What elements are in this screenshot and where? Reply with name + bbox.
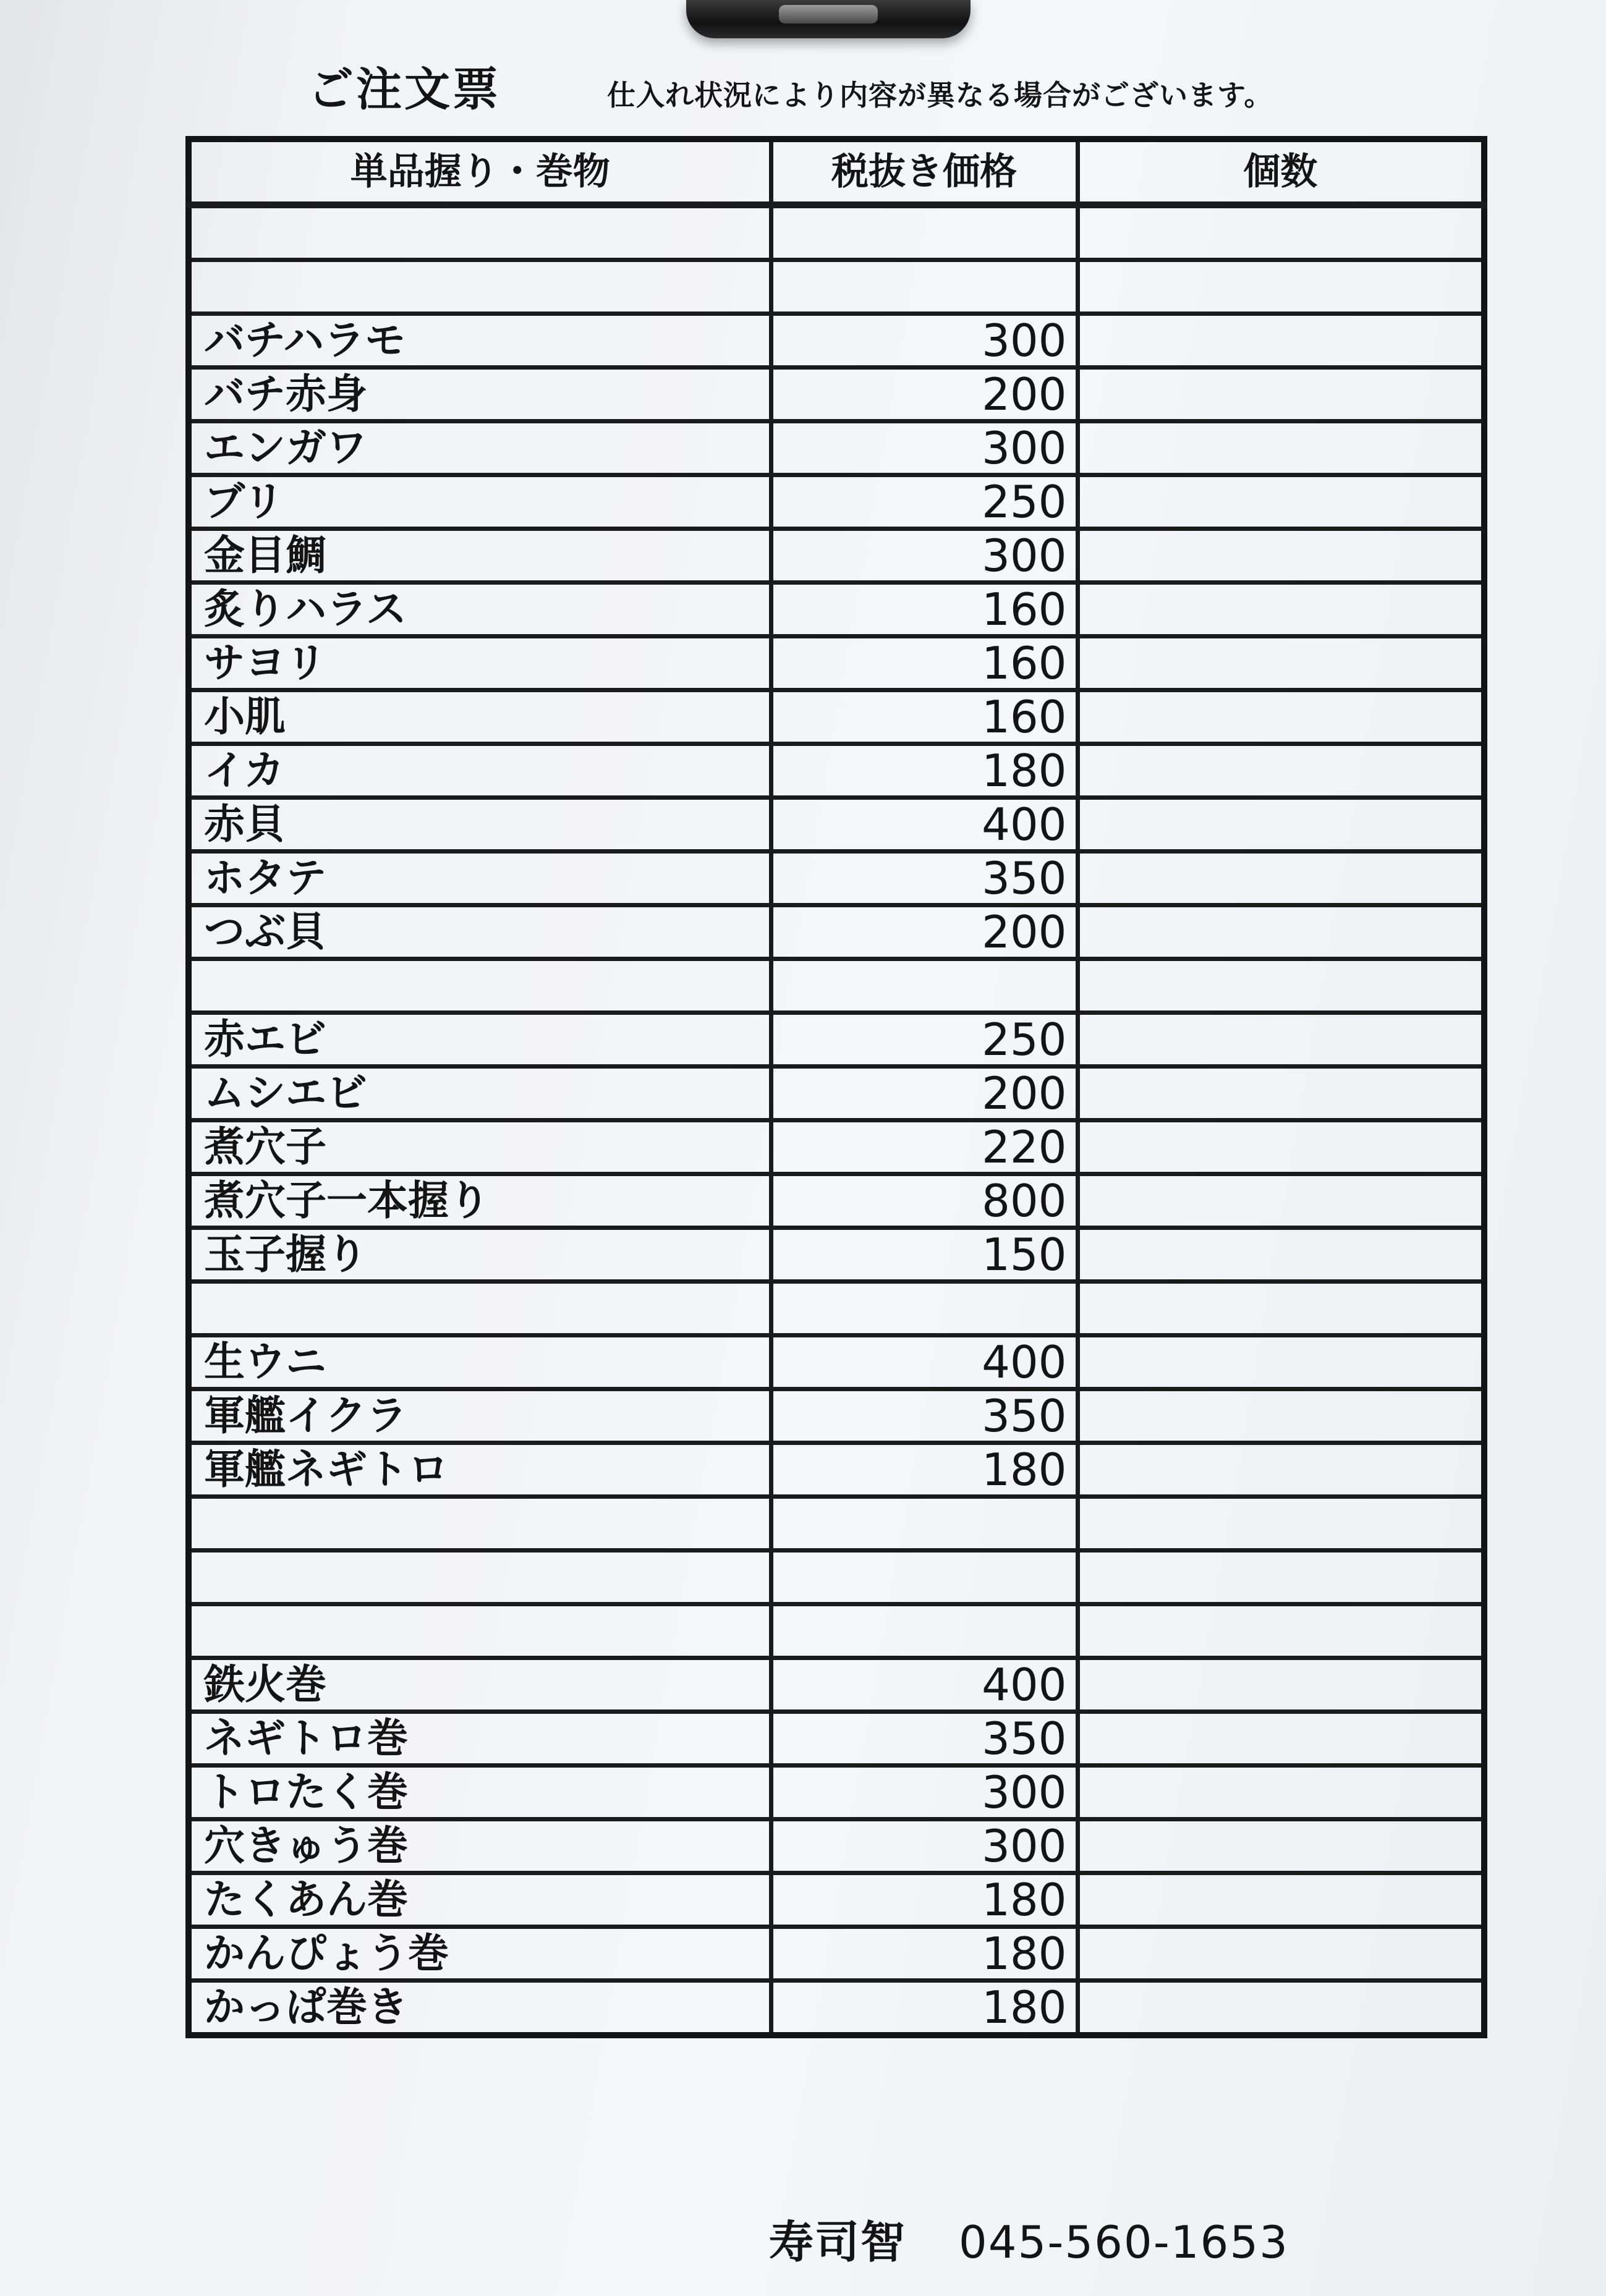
table-row bbox=[189, 852, 1484, 905]
item-quantity-cell[interactable] bbox=[1077, 744, 1484, 798]
item-quantity-cell[interactable] bbox=[1077, 1067, 1484, 1120]
table-row bbox=[189, 475, 1484, 529]
item-name-cell: 玉子握り bbox=[189, 1228, 771, 1282]
item-name-cell bbox=[189, 1282, 771, 1336]
item-quantity-cell[interactable] bbox=[1077, 1174, 1484, 1228]
item-price-cell: 800 bbox=[771, 1174, 1077, 1228]
table-row bbox=[189, 1604, 1484, 1658]
item-quantity-cell[interactable] bbox=[1077, 1497, 1484, 1551]
item-quantity-cell[interactable] bbox=[1077, 1551, 1484, 1604]
table-row bbox=[189, 744, 1484, 798]
item-name-cell: バチ赤身 bbox=[189, 368, 771, 421]
table-row bbox=[189, 421, 1484, 475]
item-name-cell bbox=[189, 260, 771, 314]
item-price-cell: 300 bbox=[771, 421, 1077, 475]
item-price-cell: 300 bbox=[771, 529, 1077, 583]
table-row bbox=[189, 637, 1484, 690]
item-price-cell: 400 bbox=[771, 798, 1077, 852]
item-price-cell: 160 bbox=[771, 637, 1077, 690]
item-price-cell: 400 bbox=[771, 1336, 1077, 1389]
table-row bbox=[189, 690, 1484, 744]
item-name-cell: バチハラモ bbox=[189, 314, 771, 368]
item-quantity-cell[interactable] bbox=[1077, 1981, 1484, 2036]
item-name-cell: ネギトロ巻 bbox=[189, 1712, 771, 1766]
clipboard-clip-shine bbox=[779, 5, 878, 23]
order-table-body bbox=[189, 205, 1484, 2036]
shop-phone: 045-560-1653 bbox=[958, 2216, 1289, 2268]
item-name-cell: つぶ貝 bbox=[189, 905, 771, 959]
table-row bbox=[189, 1282, 1484, 1336]
item-quantity-cell[interactable] bbox=[1077, 1228, 1484, 1282]
item-price-cell: 300 bbox=[771, 1819, 1077, 1873]
column-header-item: 単品握り・巻物 bbox=[189, 139, 771, 205]
table-row bbox=[189, 205, 1484, 260]
item-name-cell: イカ bbox=[189, 744, 771, 798]
item-name-cell: かっぱ巻き bbox=[189, 1981, 771, 2036]
item-quantity-cell[interactable] bbox=[1077, 1766, 1484, 1819]
item-price-cell: 160 bbox=[771, 583, 1077, 637]
item-name-cell bbox=[189, 1551, 771, 1604]
item-price-cell: 300 bbox=[771, 314, 1077, 368]
item-price-cell: 220 bbox=[771, 1120, 1077, 1174]
table-row bbox=[189, 905, 1484, 959]
column-header-price: 税抜き価格 bbox=[771, 139, 1077, 205]
item-price-cell: 350 bbox=[771, 852, 1077, 905]
item-quantity-cell[interactable] bbox=[1077, 1819, 1484, 1873]
item-price-cell bbox=[771, 260, 1077, 314]
item-price-cell bbox=[771, 1282, 1077, 1336]
supply-notice: 仕入れ状況により内容が異なる場合がございます。 bbox=[607, 78, 1273, 112]
table-row bbox=[189, 1927, 1484, 1981]
item-name-cell: 赤貝 bbox=[189, 798, 771, 852]
item-quantity-cell[interactable] bbox=[1077, 260, 1484, 314]
item-quantity-cell[interactable] bbox=[1077, 1120, 1484, 1174]
item-price-cell: 180 bbox=[771, 744, 1077, 798]
item-name-cell bbox=[189, 1497, 771, 1551]
item-quantity-cell[interactable] bbox=[1077, 1604, 1484, 1658]
table-row bbox=[189, 260, 1484, 314]
table-row bbox=[189, 1819, 1484, 1873]
item-price-cell: 350 bbox=[771, 1389, 1077, 1443]
item-price-cell bbox=[771, 1551, 1077, 1604]
item-price-cell: 250 bbox=[771, 1013, 1077, 1067]
table-row bbox=[189, 314, 1484, 368]
item-quantity-cell[interactable] bbox=[1077, 959, 1484, 1013]
item-price-cell bbox=[771, 1497, 1077, 1551]
item-quantity-cell[interactable] bbox=[1077, 368, 1484, 421]
item-name-cell: たくあん巻 bbox=[189, 1873, 771, 1927]
item-price-cell bbox=[771, 1604, 1077, 1658]
item-quantity-cell[interactable] bbox=[1077, 583, 1484, 637]
shop-name: 寿司智 bbox=[769, 2216, 907, 2268]
item-quantity-cell[interactable] bbox=[1077, 475, 1484, 529]
item-price-cell: 400 bbox=[771, 1658, 1077, 1712]
table-row bbox=[189, 1551, 1484, 1604]
column-header-quantity: 個数 bbox=[1077, 139, 1484, 205]
table-row bbox=[189, 1067, 1484, 1120]
item-name-cell: ブリ bbox=[189, 475, 771, 529]
item-price-cell bbox=[771, 205, 1077, 260]
item-quantity-cell[interactable] bbox=[1077, 1658, 1484, 1712]
item-name-cell: 軍艦ネギトロ bbox=[189, 1443, 771, 1497]
item-price-cell: 150 bbox=[771, 1228, 1077, 1282]
item-name-cell: サヨリ bbox=[189, 637, 771, 690]
table-row bbox=[189, 1443, 1484, 1497]
item-price-cell: 200 bbox=[771, 368, 1077, 421]
item-name-cell: 鉄火巻 bbox=[189, 1658, 771, 1712]
item-quantity-cell[interactable] bbox=[1077, 1389, 1484, 1443]
item-quantity-cell[interactable] bbox=[1077, 1013, 1484, 1067]
table-row bbox=[189, 1497, 1484, 1551]
item-name-cell: 煮穴子一本握り bbox=[189, 1174, 771, 1228]
item-price-cell: 180 bbox=[771, 1443, 1077, 1497]
item-price-cell: 180 bbox=[771, 1981, 1077, 2036]
table-row bbox=[189, 1712, 1484, 1766]
table-row bbox=[189, 1120, 1484, 1174]
item-price-cell: 200 bbox=[771, 1067, 1077, 1120]
item-quantity-cell[interactable] bbox=[1077, 637, 1484, 690]
item-name-cell: かんぴょう巻 bbox=[189, 1927, 771, 1981]
table-row bbox=[189, 529, 1484, 583]
item-price-cell: 160 bbox=[771, 690, 1077, 744]
table-row bbox=[189, 959, 1484, 1013]
table-header-row bbox=[189, 139, 1484, 205]
page-title: ご注文票 bbox=[308, 63, 501, 116]
item-quantity-cell[interactable] bbox=[1077, 1282, 1484, 1336]
shop-footer bbox=[769, 2206, 1289, 2271]
item-quantity-cell[interactable] bbox=[1077, 1336, 1484, 1389]
table-row bbox=[189, 1228, 1484, 1282]
item-name-cell: 生ウニ bbox=[189, 1336, 771, 1389]
item-quantity-cell[interactable] bbox=[1077, 905, 1484, 959]
table-row bbox=[189, 1873, 1484, 1927]
item-price-cell: 180 bbox=[771, 1873, 1077, 1927]
table-row bbox=[189, 1981, 1484, 2036]
table-row bbox=[189, 368, 1484, 421]
table-row bbox=[189, 1658, 1484, 1712]
table-row bbox=[189, 798, 1484, 852]
item-price-cell: 350 bbox=[771, 1712, 1077, 1766]
item-quantity-cell[interactable] bbox=[1077, 314, 1484, 368]
item-quantity-cell[interactable] bbox=[1077, 1873, 1484, 1927]
item-quantity-cell[interactable] bbox=[1077, 1443, 1484, 1497]
clipboard-clip bbox=[686, 0, 971, 38]
item-quantity-cell[interactable] bbox=[1077, 798, 1484, 852]
item-name-cell bbox=[189, 205, 771, 260]
item-price-cell: 180 bbox=[771, 1927, 1077, 1981]
item-name-cell: 小肌 bbox=[189, 690, 771, 744]
item-name-cell: 赤エビ bbox=[189, 1013, 771, 1067]
item-name-cell: 穴きゅう巻 bbox=[189, 1819, 771, 1873]
item-name-cell: エンガワ bbox=[189, 421, 771, 475]
table-row bbox=[189, 1389, 1484, 1443]
item-name-cell bbox=[189, 1604, 771, 1658]
table-row bbox=[189, 583, 1484, 637]
item-name-cell: 煮穴子 bbox=[189, 1120, 771, 1174]
item-quantity-cell[interactable] bbox=[1077, 1927, 1484, 1981]
table-row bbox=[189, 1766, 1484, 1819]
item-name-cell: ムシエビ bbox=[189, 1067, 771, 1120]
item-quantity-cell[interactable] bbox=[1077, 1712, 1484, 1766]
item-name-cell: ホタテ bbox=[189, 852, 771, 905]
item-price-cell: 250 bbox=[771, 475, 1077, 529]
item-name-cell: 軍艦イクラ bbox=[189, 1389, 771, 1443]
table-row bbox=[189, 1174, 1484, 1228]
item-quantity-cell[interactable] bbox=[1077, 421, 1484, 475]
item-name-cell bbox=[189, 959, 771, 1013]
item-quantity-cell[interactable] bbox=[1077, 205, 1484, 260]
table-row bbox=[189, 1336, 1484, 1389]
item-name-cell: 金目鯛 bbox=[189, 529, 771, 583]
item-price-cell: 300 bbox=[771, 1766, 1077, 1819]
item-price-cell bbox=[771, 959, 1077, 1013]
item-name-cell: 炙りハラス bbox=[189, 583, 771, 637]
item-name-cell: トロたく巻 bbox=[189, 1766, 771, 1819]
item-quantity-cell[interactable] bbox=[1077, 852, 1484, 905]
item-quantity-cell[interactable] bbox=[1077, 690, 1484, 744]
table-row bbox=[189, 1013, 1484, 1067]
item-quantity-cell[interactable] bbox=[1077, 529, 1484, 583]
item-price-cell: 200 bbox=[771, 905, 1077, 959]
order-table bbox=[185, 136, 1487, 2038]
